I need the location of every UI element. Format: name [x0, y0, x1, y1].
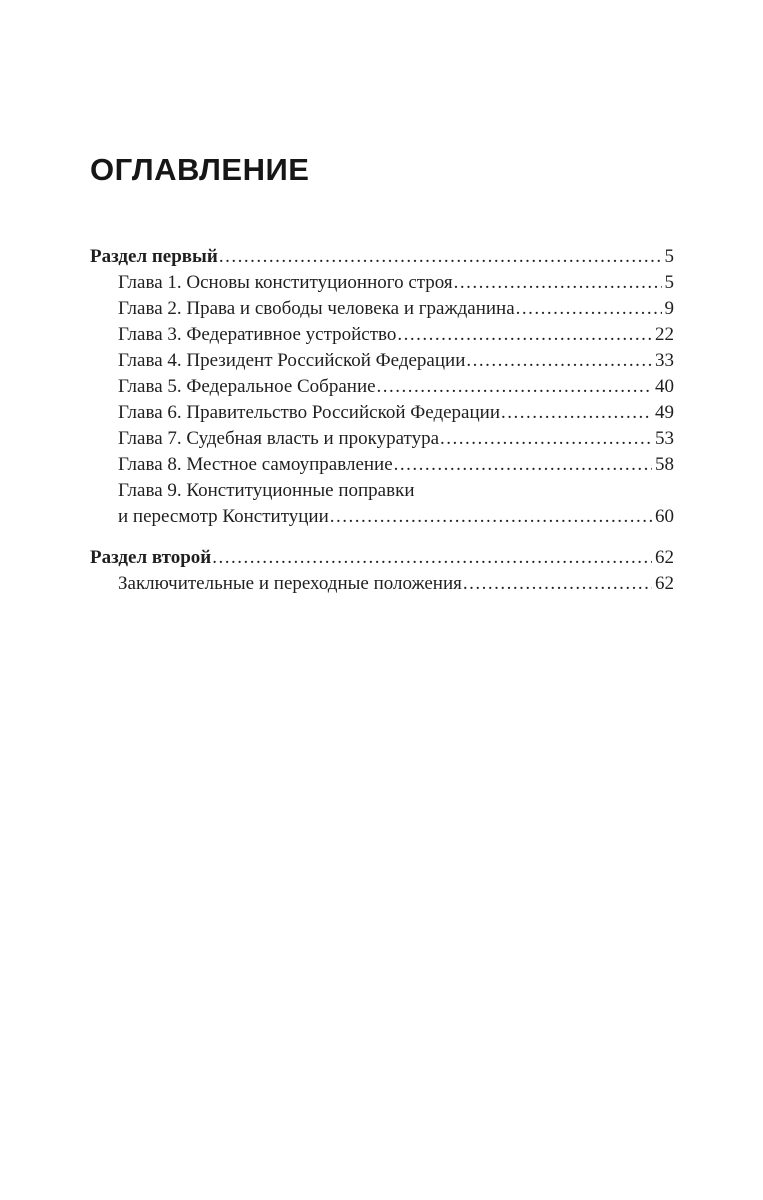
toc-entry-label: Глава 4. Президент Российской Федерации	[118, 350, 466, 371]
dot-leader	[330, 504, 652, 530]
toc-entry-label: Глава 3. Федеративное устройство	[118, 324, 397, 345]
table-of-contents	[90, 244, 674, 597]
toc-entry	[90, 400, 674, 426]
dot-leader	[397, 322, 652, 348]
dot-leader	[454, 270, 662, 296]
toc-entry-page: 49	[655, 402, 674, 423]
toc-entry-label: Глава 8. Местное самоуправление	[118, 454, 393, 475]
dot-leader	[463, 571, 652, 597]
toc-entry-label: Заключительные и переходные положения	[118, 573, 462, 594]
toc-entry-label: и пересмотр Конституции	[118, 506, 329, 527]
toc-entry	[90, 545, 674, 571]
toc-entry-label: Глава 2. Права и свободы человека и гражданина	[118, 298, 515, 319]
toc-entry-page: 22	[655, 324, 674, 345]
dot-leader	[212, 545, 652, 571]
toc-entry-page: 9	[664, 298, 674, 319]
toc-entry	[90, 296, 674, 322]
toc-entry	[90, 478, 674, 504]
toc-entry-label: Глава 5. Федеральное Собрание	[118, 376, 376, 397]
toc-entry-page: 5	[664, 246, 674, 267]
dot-leader	[440, 426, 652, 452]
toc-entry	[90, 452, 674, 478]
toc-entry	[90, 571, 674, 597]
toc-entry-page: 40	[655, 376, 674, 397]
dot-leader	[219, 244, 662, 270]
toc-entry-continuation	[90, 504, 674, 530]
toc-entry	[90, 348, 674, 374]
toc-entry-label: Глава 1. Основы конституционного строя	[118, 272, 453, 293]
dot-leader	[466, 348, 652, 374]
toc-entry-page: 60	[655, 506, 674, 527]
document-page	[90, 152, 674, 597]
toc-entry-page: 58	[655, 454, 674, 475]
toc-entry	[90, 426, 674, 452]
toc-entry	[90, 244, 674, 270]
toc-entry-label: Глава 9. Конституционные поправки	[118, 480, 415, 501]
dot-leader	[516, 296, 662, 322]
toc-entry-label: Раздел второй	[90, 547, 212, 568]
toc-entry-page: 62	[655, 573, 674, 594]
toc-entry-page: 53	[655, 428, 674, 449]
toc-entry	[90, 322, 674, 348]
toc-entry-page: 5	[664, 272, 674, 293]
dot-leader	[377, 374, 652, 400]
toc-entry-label: Раздел первый	[90, 246, 218, 267]
toc-entry-page: 33	[655, 350, 674, 371]
toc-entry-page: 62	[655, 547, 674, 568]
toc-entry	[90, 374, 674, 400]
dot-leader	[394, 452, 652, 478]
dot-leader	[501, 400, 652, 426]
toc-entry	[90, 270, 674, 296]
toc-entry-label: Глава 7. Судебная власть и прокуратура	[118, 428, 439, 449]
page-title: ОГЛАВЛЕНИЕ	[90, 152, 310, 187]
toc-entry-label: Глава 6. Правительство Российской Федерации	[118, 402, 500, 423]
